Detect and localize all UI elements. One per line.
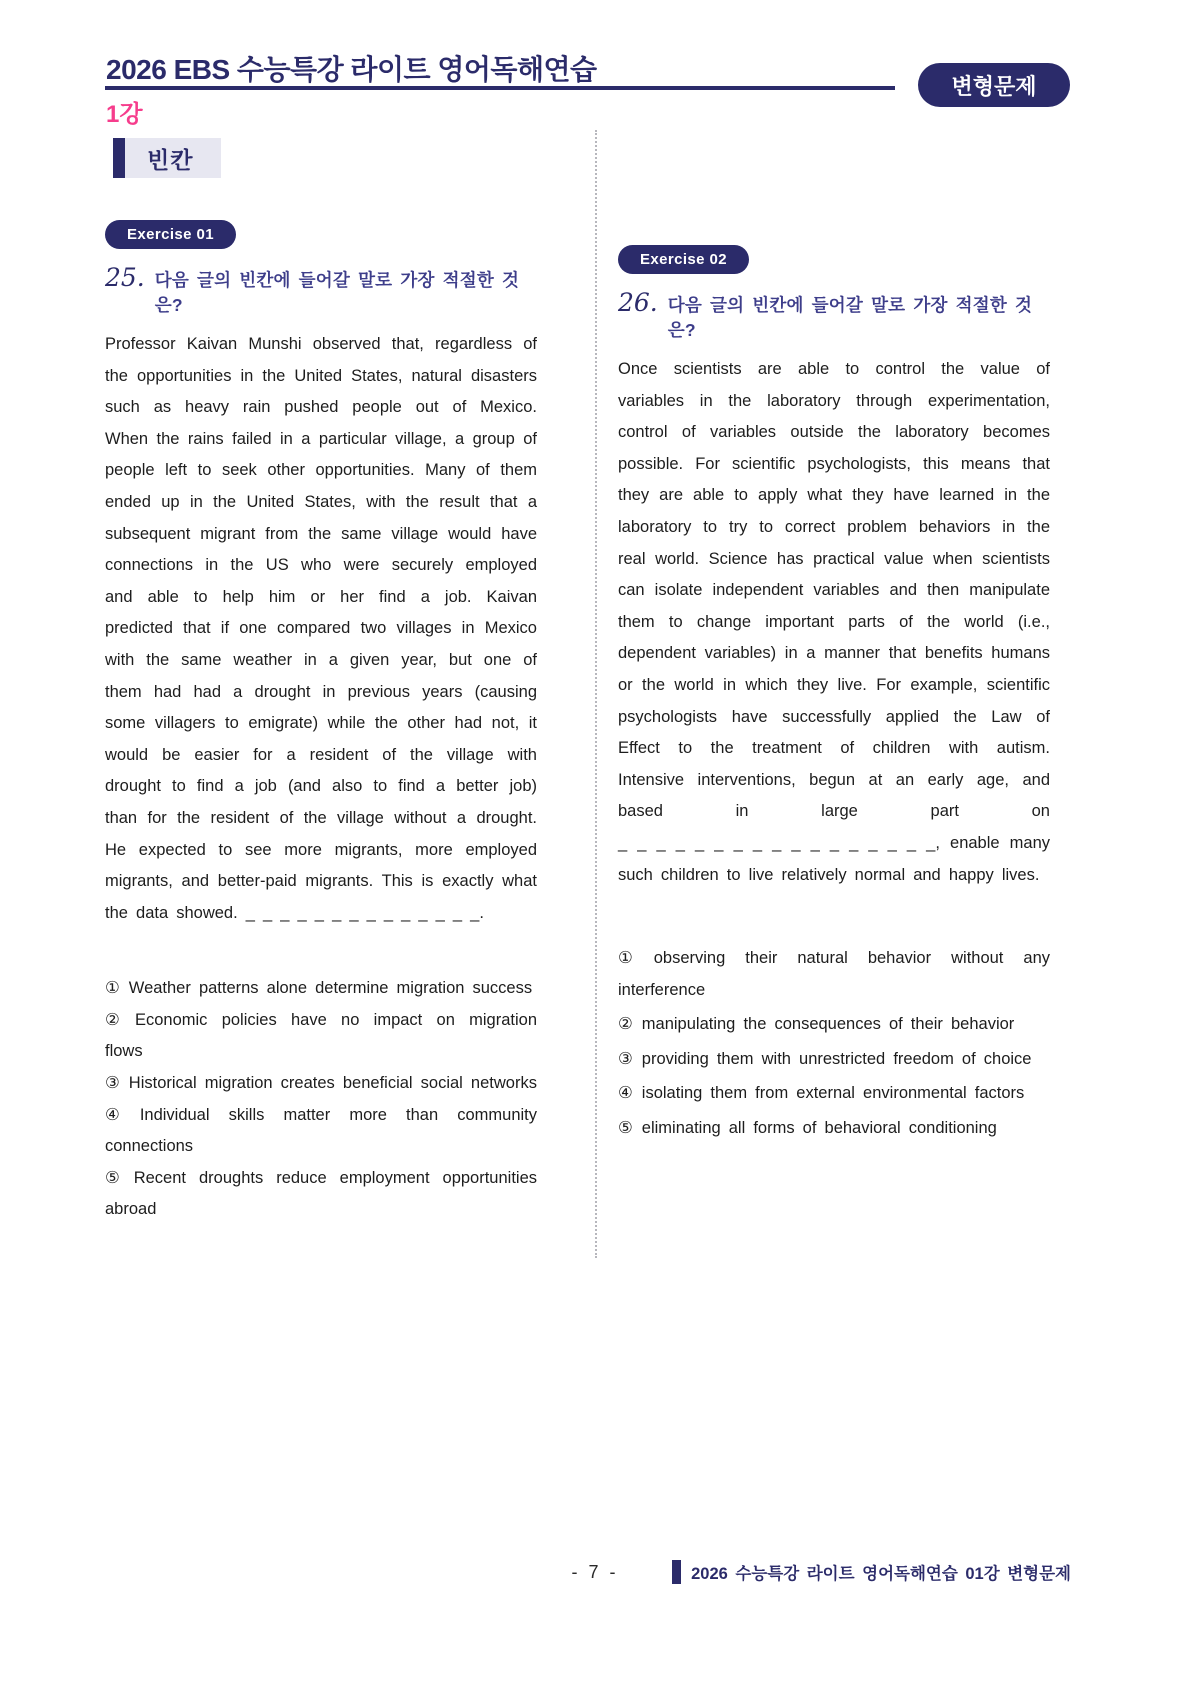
exercise-01-column bbox=[105, 220, 537, 1226]
option-marker: ① bbox=[618, 949, 645, 968]
option-marker: ⑤ bbox=[105, 1168, 125, 1187]
page-title: 2026 EBS 수능특강 라이트 영어독해연습 bbox=[106, 54, 597, 85]
question-26-number: 26. bbox=[618, 288, 658, 317]
option-text: Weather patterns alone determine migration success bbox=[128, 979, 533, 998]
footer-page-number: - 7 - bbox=[571, 1562, 619, 1582]
option-marker: ④ bbox=[105, 1105, 131, 1124]
option-marker: ① bbox=[105, 979, 120, 998]
option-marker: ② bbox=[618, 1015, 633, 1034]
exercise-01-badge: Exercise 01 bbox=[105, 220, 236, 249]
option-item bbox=[618, 1113, 1050, 1145]
question-26-prompt: 다음 글의 빈칸에 들어갈 말로 가장 적절한 것은? bbox=[667, 295, 1033, 340]
question-25-heading bbox=[105, 263, 537, 317]
column-separator bbox=[595, 130, 597, 1258]
option-item bbox=[105, 1100, 537, 1163]
option-item bbox=[618, 1009, 1050, 1041]
option-marker: ⑤ bbox=[618, 1119, 633, 1138]
option-item bbox=[105, 1068, 537, 1100]
question-26-passage: Once scientists are able to control the value of variables in the laboratory through experimentation, control of variables outside the laboratory becomes possible. For scientific psychologists, this means that they are able to apply what they have learned in the laboratory to try to correct problem behaviors in the real world. Science has practical value when scientists can isolate independent variables and then manipulate them to change important parts of the world (i.e., dependent variables) in a manner that benefits humans or the world in which they live. For example, scientific psychologists have successfully applied the Law of Effect to the treatment of children with autism. Intensive interventions, begun at an early age, and based in large part on _ _ _ _ _ _ _ _ _ _ _ _ _ _ _ _ _, enable many such children to live relatively normal and happy lives. bbox=[618, 360, 1050, 884]
option-item bbox=[618, 1078, 1050, 1110]
option-text: manipulating the consequences of their behavior bbox=[641, 1015, 1015, 1034]
option-marker: ③ bbox=[618, 1049, 633, 1068]
question-25-options bbox=[105, 973, 537, 1226]
section-chip-bar bbox=[113, 138, 125, 178]
option-marker: ② bbox=[105, 1010, 126, 1029]
question-26-heading bbox=[618, 288, 1050, 342]
question-26-options bbox=[618, 943, 1050, 1145]
section-label: 빈칸 bbox=[125, 138, 221, 178]
option-text: Individual skills matter more than community connections bbox=[105, 1105, 537, 1156]
option-marker: ③ bbox=[105, 1074, 120, 1093]
option-text: eliminating all forms of behavioral conditioning bbox=[641, 1119, 997, 1138]
option-text: observing their natural behavior without any interference bbox=[618, 949, 1050, 999]
exercise-02-badge: Exercise 02 bbox=[618, 245, 749, 274]
footer-right bbox=[672, 1560, 1071, 1584]
option-text: providing them with unrestricted freedom of choice bbox=[641, 1049, 1032, 1068]
footer-label: 2026 수능특강 라이트 영어독해연습 01강 변형문제 bbox=[691, 1565, 1071, 1583]
option-text: Historical migration creates beneficial social networks bbox=[128, 1074, 537, 1093]
option-item bbox=[618, 943, 1050, 1006]
option-marker: ④ bbox=[618, 1084, 633, 1103]
option-item bbox=[618, 1044, 1050, 1076]
lesson-label: 1강 bbox=[106, 101, 143, 128]
option-item bbox=[105, 1005, 537, 1068]
exercise-02-column bbox=[618, 245, 1050, 1148]
option-text: isolating them from external environmental factors bbox=[641, 1084, 1025, 1103]
question-25-number: 25. bbox=[105, 263, 145, 292]
question-25-prompt: 다음 글의 빈칸에 들어갈 말로 가장 적절한 것은? bbox=[154, 270, 520, 315]
header-rule bbox=[105, 86, 895, 90]
option-item bbox=[105, 973, 537, 1005]
footer-accent-bar bbox=[672, 1560, 681, 1584]
edition-badge: 변형문제 bbox=[918, 63, 1070, 107]
option-text: Economic policies have no impact on migration flows bbox=[105, 1010, 538, 1061]
question-25-passage: Professor Kaivan Munshi observed that, regardless of the opportunities in the United States, natural disasters such as heavy rain pushed people out of Mexico. When the rains failed in a particular village, a group of people left to seek other opportunities. Many of them ended up in the United States, with the result that a subsequent migrant from the same village would have connections in the US who were securely employed and able to help him or her find a job. Kaivan predicted that if one compared two villages in Mexico with the same weather in a given year, but one of them had had a drought in previous years (causing some villagers to emigrate) while the other had not, it would be easier for a resident of the village with drought to find a job (and also to find a better job) than for the resident of the village without a drought. He expected to see more migrants, more employed migrants, and better-paid migrants. This is exactly what the data showed. _ _ _ _ _ _ _ _ _ _ _ _ _ _. bbox=[105, 335, 537, 922]
section-chip bbox=[113, 138, 221, 178]
option-item bbox=[105, 1163, 537, 1226]
option-text: Recent droughts reduce employment opportunities abroad bbox=[105, 1168, 537, 1219]
